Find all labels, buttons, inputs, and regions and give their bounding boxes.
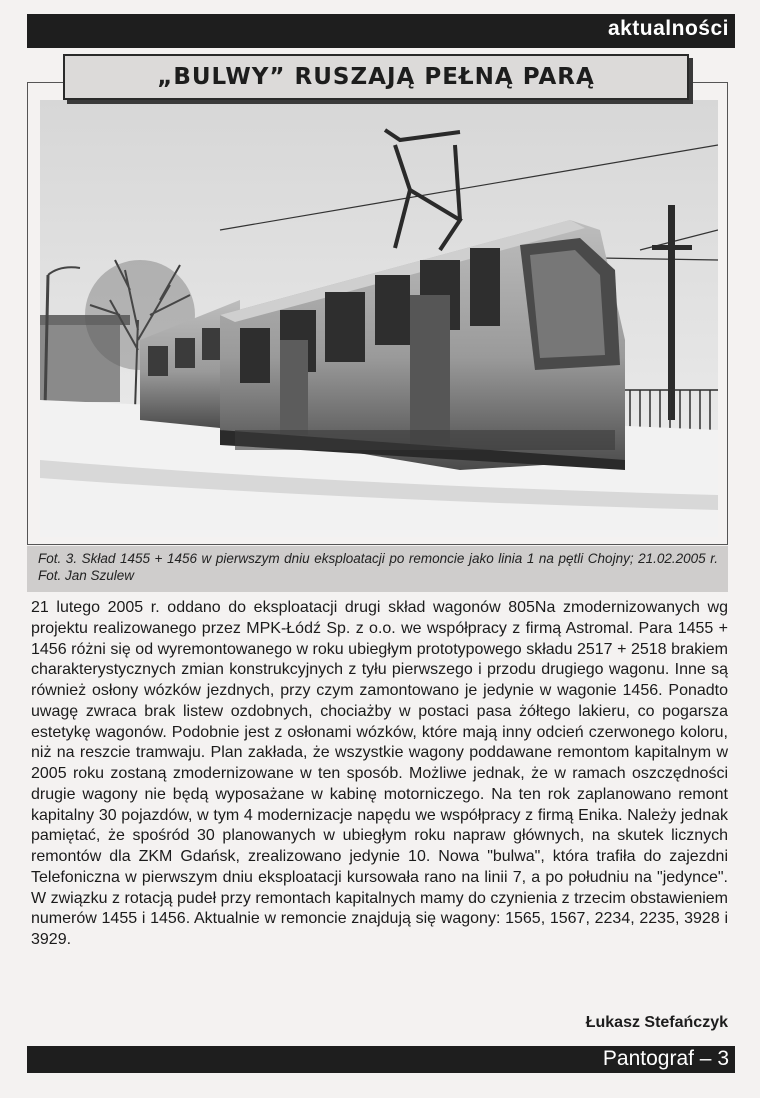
tram-photo xyxy=(40,100,718,537)
footer-bar xyxy=(27,1046,735,1073)
footer-label: Pantograf – 3 xyxy=(602,1047,729,1070)
header-bar xyxy=(27,14,735,48)
photo-caption: Fot. 3. Skład 1455 + 1456 w pierwszym dniu eksploatacji po remoncie jako linia 1 na pętli Chojny; 21.02.2005 r. Fot. Jan Szulew xyxy=(27,546,728,592)
section-label: aktualności xyxy=(607,17,729,40)
body-paragraph: 21 lutego 2005 r. oddano do eksploatacji drugi skład wagonów 805Na zmodernizowanych wg projektu realizowanego przez MPK-Łódź Sp. z o.o. we współpracy z firmą Astromal. Para 1455 + 1456 różni się od wyremontowanego w roku ubiegłym prototypowego składu 2517 + 2518 brakiem charakterystycznych zmian konstrukcyjnych z tyłu pierwszego i przodu drugiego wagonu. Inne są również osłony wózków jezdnych, przy czym zamontowano je jedynie w wagonie 1456. Ponadto uwagę zwraca brak listew ozdobnych, chociażby w postaci pasa żółtego lakieru, co pogarsza estetykę wagonów. Podobnie jest z osłonami wózków, które mają inny odcień czerwonego koloru, niż na reszcie tramwaju. Plan zakłada, że wszystkie wagony poddawane remontom kapitalnym w 2005 roku zostaną zmodernizowane w ten sposób. Możliwe jednak, że w ramach oszczędności drugie wagony nie będą wyposażane w kabinę motorniczego. Na ten rok zaplanowano remont kapitalny 30 pojazdów, w tym 4 modernizacje napędu we współpracy z firmą Enika. Należy jednak pamiętać, że spośród 30 planowanych w ubiegłym roku napraw głównych, na skutek licznych remontów dla ZKM Gdańsk, zrealizowano jedynie 10. Nowa "bulwa", która trafiła do zajezdni Telefoniczna w pierwszym dniu eksploatacji kursowała rano na linii 7, a po południu na "jedynce". W związku z rotacją pudeł przy remontach kapitalnych mamy do czynienia z trzecim obstawieniem numerów 1455 i 1456. Aktualnie w remoncie znajdują się wagony: 1565, 1567, 2234, 2235, 3928 i 3929. xyxy=(31,599,728,948)
article-body xyxy=(31,598,728,951)
article-title: „BULWY” RUSZAJĄ PEŁNĄ PARĄ xyxy=(63,54,689,100)
author-name: Łukasz Stefańczyk xyxy=(585,1014,728,1031)
